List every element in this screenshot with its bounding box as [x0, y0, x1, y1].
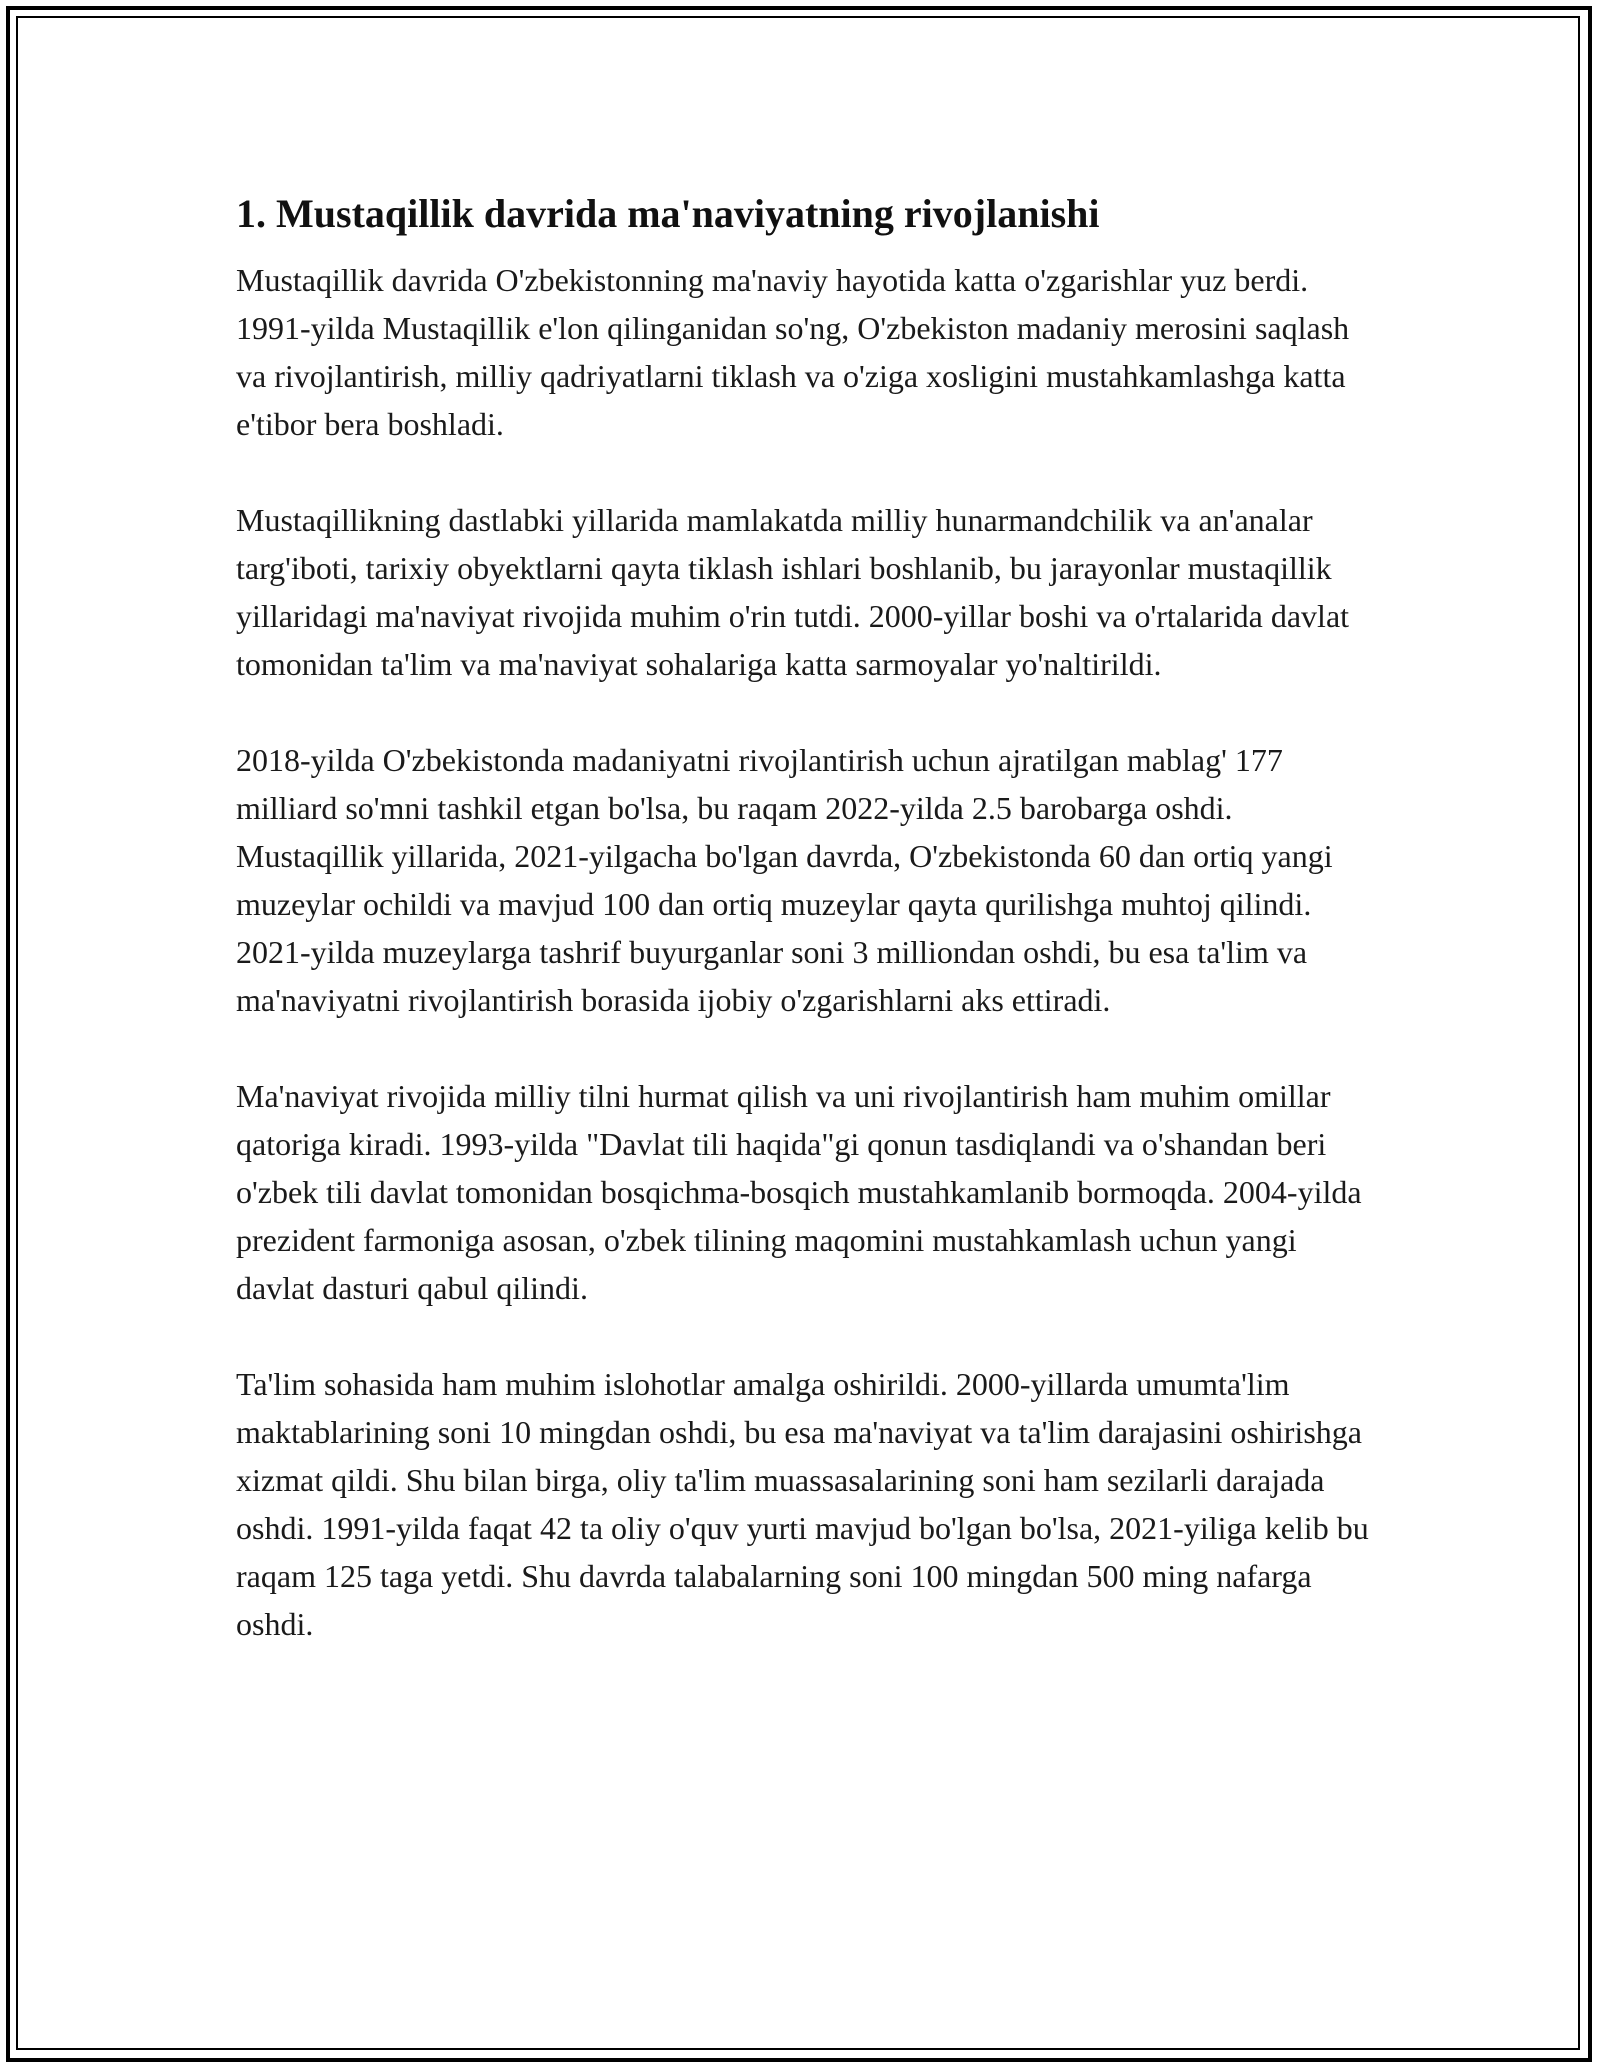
paragraph-1: Mustaqillik davrida O'zbekistonning ma'naviy hayotida katta o'zgarishlar yuz berdi. 1991-yilda Mustaqillik e'lon qilinganidan so'ng, O'zbekiston madaniy merosini saqlash va rivojlantirish, milliy qadriyatlarni tiklash va o'ziga xosligini mustahkamlashga katta e'tibor bera boshladi. — [236, 262, 1350, 442]
section-title: 1. Mustaqillik davrida ma'naviyatning rivojlanishi — [236, 191, 1100, 236]
paragraph-3: 2018-yilda O'zbekistonda madaniyatni rivojlantirish uchun ajratilgan mablag' 177 milliard so'mni tashkil etgan bo'lsa, bu raqam 2022-yilda 2.5 barobarga oshdi. Mustaqillik yillarida, 2021-yilgacha bo'lgan davrda, O'zbekistonda 60 dan ortiq yangi muzeylar ochildi va mavjud 100 dan ortiq muzeylar qayta qurilishga muhtoj qilindi. 2021-yilda muzeylarga tashrif buyurganlar soni 3 milliondan oshdi, bu esa ta'lim va ma'naviyatni rivojlantirish borasida ijobiy o'zgarishlarni aks ettiradi. — [236, 742, 1333, 1018]
paragraph-5: Ta'lim sohasida ham muhim islohotlar amalga oshirildi. 2000-yillarda umumta'lim maktablarining soni 10 mingdan oshdi, bu esa ma'naviyat va ta'lim darajasini oshirishga xizmat qildi. Shu bilan birga, oliy ta'lim muassasalarining soni ham sezilarli darajada oshdi. 1991-yilda faqat 42 ta oliy o'quv yurti mavjud bo'lgan bo'lsa, 2021-yiliga kelib bu raqam 125 taga yetdi. Shu davrda talabalarning soni 100 mingdan 500 ming nafarga oshdi. — [236, 1366, 1369, 1642]
document-body — [236, 186, 1376, 1696]
paragraph-4: Ma'naviyat rivojida milliy tilni hurmat qilish va uni rivojlantirish ham muhim omillar qatoriga kiradi. 1993-yilda "Davlat tili haqida"gi qonun tasdiqlandi va o'shandan beri o'zbek tili davlat tomonidan bosqichma-bosqich mustahkamlanib bormoqda. 2004-yilda prezident farmoniga asosan, o'zbek tilining maqomini mustahkamlash uchun yangi davlat dasturi qabul qilindi. — [236, 1078, 1362, 1306]
paragraph-2: Mustaqillikning dastlabki yillarida mamlakatda milliy hunarmandchilik va an'analar targ'iboti, tarixiy obyektlarni qayta tiklash ishlari boshlanib, bu jarayonlar mustaqillik yillaridagi ma'naviyat rivojida muhim o'rin tutdi. 2000-yillar boshi va o'rtalarida davlat tomonidan ta'lim va ma'naviyat sohalariga katta sarmoyalar yo'naltirildi. — [236, 502, 1350, 682]
